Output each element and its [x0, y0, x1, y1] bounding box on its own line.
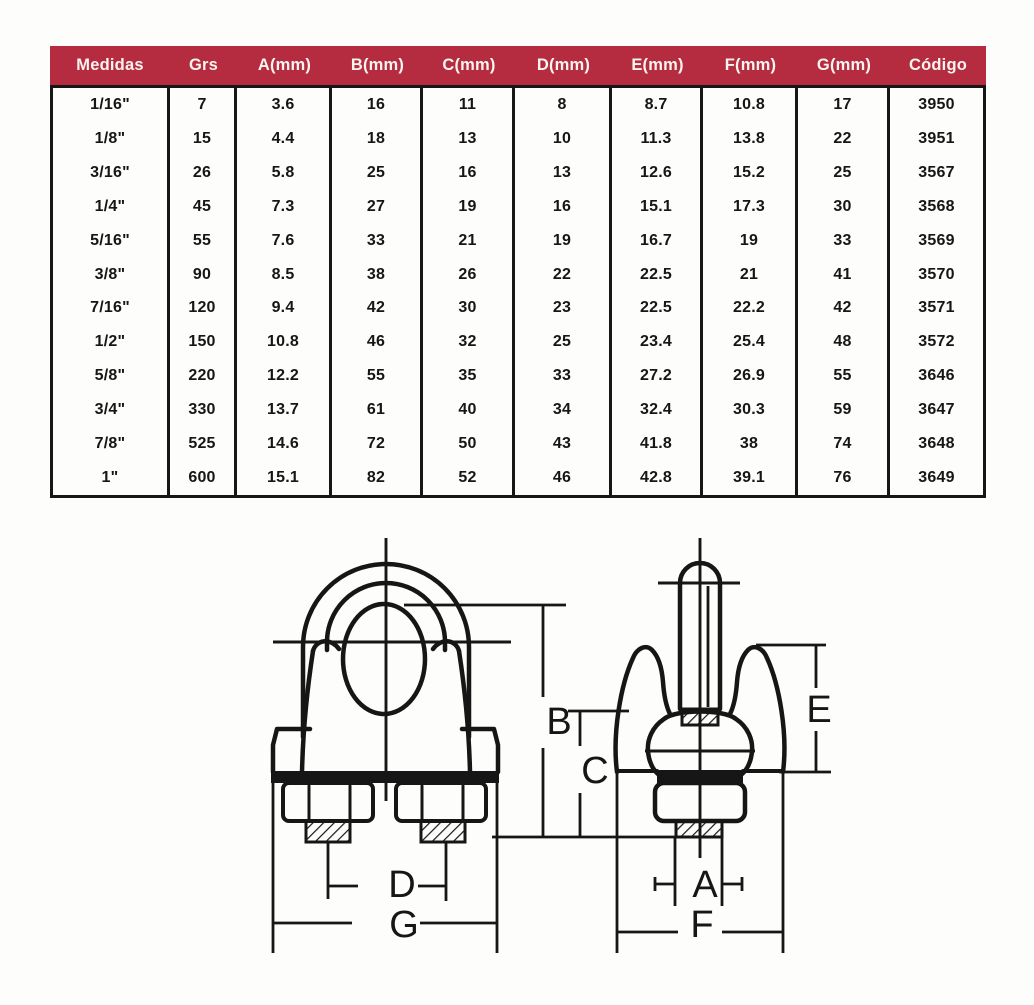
table-cell: 25 [332, 156, 423, 190]
table-cell: 33 [515, 359, 612, 393]
table-cell: 30 [423, 292, 515, 326]
table-cell: 15.1 [612, 190, 703, 224]
table-cell: 19 [515, 224, 612, 258]
table-cell: 16 [515, 190, 612, 224]
front-view-drawing [271, 538, 721, 953]
table-cell: 17.3 [703, 190, 798, 224]
table-cell: 61 [332, 393, 423, 427]
table-cell: 25 [515, 325, 612, 359]
table-cell: 10 [515, 122, 612, 156]
column-header: B(mm) [350, 56, 405, 74]
table-cell: 25 [798, 156, 890, 190]
table-cell: 72 [332, 427, 423, 461]
table-cell: 48 [798, 325, 890, 359]
table-cell: 3571 [918, 299, 955, 317]
side-view-drawing [568, 538, 832, 953]
table-cell: 5/16" [53, 224, 170, 258]
table-cell: 42 [332, 292, 423, 326]
table-cell: 42.8 [612, 461, 703, 495]
column-header: F(mm) [724, 56, 777, 74]
table-cell: 21 [703, 258, 798, 292]
table-cell: 9.4 [237, 292, 332, 326]
dim-label-b: B [546, 701, 572, 743]
table-cell: 3950 [918, 95, 955, 113]
table-cell: 42 [798, 292, 890, 326]
side-bolt-stub-hatch [676, 821, 722, 837]
table-cell: 40 [423, 393, 515, 427]
table-cell: 13.7 [237, 393, 332, 427]
column-header: E(mm) [631, 56, 684, 74]
left-ear [616, 647, 670, 772]
dim-label-f: F [690, 904, 714, 946]
table-cell: 33 [798, 224, 890, 258]
table-cell: 12.2 [237, 359, 332, 393]
right-hex-nut [396, 783, 486, 821]
table-cell: 76 [798, 461, 890, 495]
table-cell: 3/8" [53, 258, 170, 292]
table-cell: 10.8 [237, 325, 332, 359]
table-cell: 1/16" [53, 88, 170, 122]
table-cell: 74 [798, 427, 890, 461]
table-cell: 22.5 [612, 258, 703, 292]
table-cell: 15.2 [703, 156, 798, 190]
table-cell: 5.8 [237, 156, 332, 190]
table-cell: 43 [515, 427, 612, 461]
table-cell: 55 [798, 359, 890, 393]
table-cell: 23 [515, 292, 612, 326]
table-cell: 120 [170, 292, 237, 326]
table-cell: 3569 [918, 231, 955, 249]
dim-label-a: A [692, 864, 718, 906]
table-cell: 41 [798, 258, 890, 292]
table-cell: 16 [332, 88, 423, 122]
table-cell: 90 [170, 258, 237, 292]
table-cell: 1/8" [53, 122, 170, 156]
table-cell: 27.2 [612, 359, 703, 393]
table-cell: 17 [798, 88, 890, 122]
dim-label-g: G [389, 904, 419, 946]
table-cell: 5/8" [53, 359, 170, 393]
table-cell: 525 [170, 427, 237, 461]
column-header: C(mm) [442, 56, 496, 74]
table-cell: 23.4 [612, 325, 703, 359]
dim-label-d: D [388, 864, 416, 906]
table-cell: 12.6 [612, 156, 703, 190]
table-cell: 33 [332, 224, 423, 258]
table-cell: 3951 [918, 129, 955, 147]
table-cell: 13.8 [703, 122, 798, 156]
table-cell: 82 [332, 461, 423, 495]
table-cell: 7.6 [237, 224, 332, 258]
table-cell: 30.3 [703, 393, 798, 427]
table-cell: 21 [423, 224, 515, 258]
table-cell: 3.6 [237, 88, 332, 122]
table-cell: 27 [332, 190, 423, 224]
table-cell: 13 [423, 122, 515, 156]
table-cell: 26 [170, 156, 237, 190]
table-cell: 52 [423, 461, 515, 495]
table-cell: 3570 [918, 265, 955, 283]
table-cell: 26 [423, 258, 515, 292]
table-cell: 1" [53, 461, 170, 495]
table-cell: 32.4 [612, 393, 703, 427]
left-bolt-stub-hatch [306, 821, 350, 842]
table-cell: 330 [170, 393, 237, 427]
table-cell: 7 [170, 88, 237, 122]
table-cell: 3/4" [53, 393, 170, 427]
table-cell: 35 [423, 359, 515, 393]
table-cell: 11 [423, 88, 515, 122]
table-cell: 600 [170, 461, 237, 495]
column-header: G(mm) [816, 56, 872, 74]
table-cell: 8.5 [237, 258, 332, 292]
table-cell: 3567 [918, 163, 955, 181]
table-cell: 8 [515, 88, 612, 122]
table-cell: 55 [332, 359, 423, 393]
table-cell: 30 [798, 190, 890, 224]
table-cell: 38 [332, 258, 423, 292]
table-cell: 25.4 [703, 325, 798, 359]
table-cell: 22 [515, 258, 612, 292]
table-cell: 18 [332, 122, 423, 156]
table-cell: 45 [170, 190, 237, 224]
dim-label-c: C [581, 750, 609, 792]
table-cell: 1/2" [53, 325, 170, 359]
table-cell: 19 [703, 224, 798, 258]
cable-cross-section [343, 604, 425, 714]
table-cell: 16.7 [612, 224, 703, 258]
table-cell: 11.3 [612, 122, 703, 156]
column-header: Medidas [76, 56, 144, 74]
column-header: Código [908, 56, 967, 74]
table-cell: 10.8 [703, 88, 798, 122]
table-cell: 22 [798, 122, 890, 156]
right-ear [730, 647, 784, 772]
table-cell: 46 [515, 461, 612, 495]
table-cell: 46 [332, 325, 423, 359]
table-cell: 41.8 [612, 427, 703, 461]
table-cell: 50 [423, 427, 515, 461]
table-cell: 7.3 [237, 190, 332, 224]
table-cell: 32 [423, 325, 515, 359]
table-cell: 3/16" [53, 156, 170, 190]
table-cell: 3572 [918, 333, 955, 351]
table-cell: 39.1 [703, 461, 798, 495]
column-header: A(mm) [257, 56, 312, 74]
table-cell: 7/8" [53, 427, 170, 461]
table-cell: 3649 [918, 469, 955, 487]
table-cell: 16 [423, 156, 515, 190]
table-cell: 26.9 [703, 359, 798, 393]
table-cell: 34 [515, 393, 612, 427]
table-cell: 3648 [918, 435, 955, 453]
table-cell: 22.5 [612, 292, 703, 326]
table-cell: 8.7 [612, 88, 703, 122]
left-hex-nut [283, 783, 373, 821]
table-cell: 13 [515, 156, 612, 190]
table-cell: 22.2 [703, 292, 798, 326]
dim-d-extensions [328, 842, 446, 901]
table-cell: 1/4" [53, 190, 170, 224]
table-cell: 3568 [918, 197, 955, 215]
dim-label-e: E [806, 689, 832, 731]
table-cell: 19 [423, 190, 515, 224]
table-cell: 3646 [918, 367, 955, 385]
table-cell: 4.4 [237, 122, 332, 156]
table-cell: 14.6 [237, 427, 332, 461]
column-header: D(mm) [536, 56, 591, 74]
right-bolt-stub-hatch [421, 821, 465, 842]
table-cell: 59 [798, 393, 890, 427]
table-cell: 7/16" [53, 292, 170, 326]
table-cell: 38 [703, 427, 798, 461]
table-cell: 15 [170, 122, 237, 156]
table-cell: 3647 [918, 401, 955, 419]
table-cell: 55 [170, 224, 237, 258]
table-cell: 220 [170, 359, 237, 393]
column-header: Grs [188, 56, 219, 74]
table-cell: 150 [170, 325, 237, 359]
table-cell: 15.1 [237, 461, 332, 495]
